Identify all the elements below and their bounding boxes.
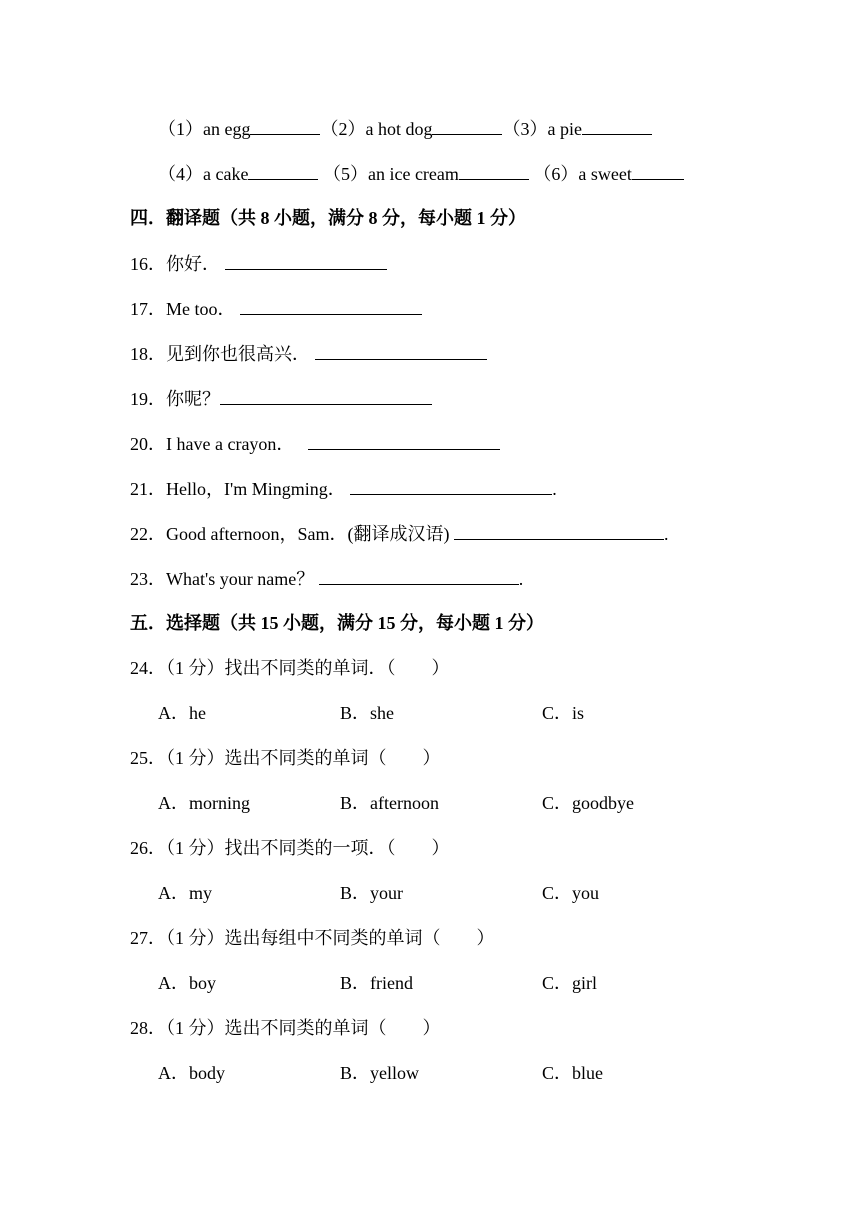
food-item-6-num: （6） [533,164,579,184]
line-end: . [663,524,669,544]
option-b[interactable]: B．yellow [340,1063,419,1083]
food-item-3-text: a pie [547,119,582,139]
option-b[interactable]: B．afternoon [340,793,439,813]
question-text: 你好． [166,254,220,274]
question-number: 17． [130,299,166,319]
section-4-title: 四．翻译题（共 8 小题，满分 8 分，每小题 1 分） [130,208,526,228]
question-number: 28． [130,1018,166,1038]
translation-16 [130,252,387,275]
question-text: What's your name？ [166,569,315,589]
question-24 [130,657,450,679]
question-number: 24． [130,658,166,678]
question-prompt: （1 分）找出不同类的单词．（ ） [166,658,450,678]
question-text: Hello，I'm Mingming． [166,479,346,499]
option-c[interactable]: C．is [542,703,585,723]
question-number: 26． [130,838,166,858]
question-text: Good afternoon，Sam．(翻译成汉语) [166,524,450,544]
food-item-5-blank[interactable] [459,162,529,180]
question-number: 21． [130,479,166,499]
question-28 [130,1017,441,1039]
food-item-2-blank[interactable] [432,117,502,135]
question-prompt: （1 分）选出不同类的单词（ ） [166,1018,441,1038]
question-27 [130,927,495,949]
food-item-4-blank[interactable] [248,162,318,180]
answer-blank[interactable] [225,252,387,270]
question-number: 25． [130,748,166,768]
translation-23 [130,567,523,590]
option-a[interactable]: A．boy [158,973,216,993]
translation-17 [130,297,422,320]
question-text: I have a crayon． [166,434,295,454]
food-item-6-text: a sweet [578,164,632,184]
food-row-1 [158,117,652,140]
option-b[interactable]: B．friend [340,973,413,993]
option-a[interactable]: A．my [158,883,212,903]
translation-19 [130,387,432,410]
answer-blank[interactable] [315,342,487,360]
question-prompt: （1 分）找出不同类的一项．（ ） [166,838,450,858]
question-text: 见到你也很高兴． [166,344,310,364]
food-item-1-blank[interactable] [250,117,320,135]
translation-21 [130,477,557,500]
option-a[interactable]: A．body [158,1063,225,1083]
question-text: 你呢？ [166,389,220,409]
question-number: 23． [130,569,166,589]
question-number: 16． [130,254,166,274]
section-5-title: 五．选择题（共 15 小题，满分 15 分，每小题 1 分） [130,613,544,633]
translation-22 [130,522,668,545]
translation-20 [130,432,500,455]
option-b[interactable]: B．she [340,703,394,723]
food-item-2-num: （2） [320,119,366,139]
question-25 [130,747,441,769]
answer-blank[interactable] [220,387,432,405]
food-item-3-blank[interactable] [582,117,652,135]
question-number: 18． [130,344,166,364]
question-number: 20． [130,434,166,454]
question-number: 22． [130,524,166,544]
answer-blank[interactable] [308,432,500,450]
answer-blank[interactable] [240,297,422,315]
question-prompt: （1 分）选出每组中不同类的单词（ ） [166,928,495,948]
question-text: Me too． [166,299,236,319]
food-item-3-num: （3） [502,119,548,139]
question-number: 27． [130,928,166,948]
option-c[interactable]: C．goodbye [542,793,634,813]
answer-blank[interactable] [350,477,552,495]
food-item-6-blank[interactable] [632,162,684,180]
option-a[interactable]: A．morning [158,793,250,813]
food-item-5-text: an ice cream [367,164,459,184]
question-26 [130,837,450,859]
answer-blank[interactable] [454,522,664,540]
food-item-5-num: （5） [322,164,368,184]
food-item-2-text: a hot dog [365,119,433,139]
food-item-1-num: （1） [158,119,203,139]
question-number: 19． [130,389,166,409]
option-c[interactable]: C．blue [542,1063,603,1083]
option-a[interactable]: A．he [158,703,206,723]
food-item-4-num: （4） [158,164,203,184]
line-end: . [552,479,557,499]
food-item-1-text: an egg [203,119,251,139]
question-prompt: （1 分）选出不同类的单词（ ） [166,748,441,768]
food-item-4-text: a cake [203,164,249,184]
option-b[interactable]: B．your [340,883,403,903]
line-end: . [518,569,524,589]
option-c[interactable]: C．girl [542,973,598,993]
translation-18 [130,342,487,365]
food-row-2 [158,162,684,185]
option-c[interactable]: C．you [542,883,600,903]
answer-blank[interactable] [319,567,519,585]
